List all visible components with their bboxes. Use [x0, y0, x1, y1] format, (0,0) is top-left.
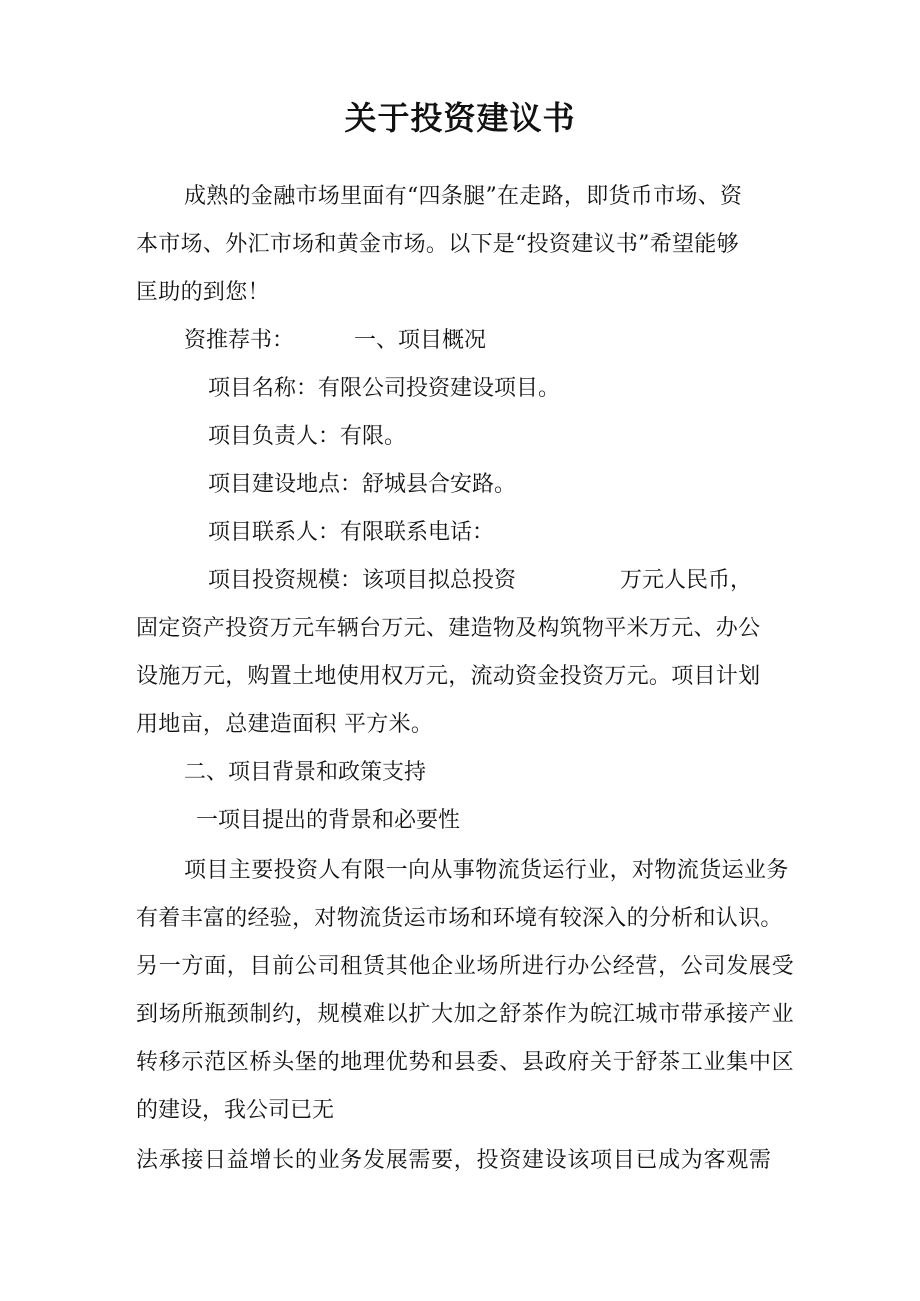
- project-scale-unit: 万元人民币，: [620, 568, 753, 593]
- background-line-7: 法承接日益增长的业务发展需要，投资建设该项目已成为客观需: [136, 1148, 772, 1173]
- project-scale-lead: 项目投资规模：该项目拟总投资: [208, 568, 517, 593]
- document-title: 关于投资建议书: [344, 99, 576, 137]
- scale-detail-line-2: 设施万元，购置土地使用权万元，流动资金投资万元。项目计划: [136, 664, 761, 689]
- section-2-heading: 二、项目背景和政策支持: [184, 760, 427, 785]
- project-leader: 项目负责人：有限。: [208, 424, 407, 449]
- background-line-3: 另一方面，目前公司租赁其他企业场所进行办公经营，公司发展受: [136, 954, 795, 979]
- intro-line-2: 本市场、外汇市场和黄金市场。以下是“投资建议书”希望能够: [136, 232, 739, 257]
- background-line-1: 项目主要投资人有限一向从事物流货运行业，对物流货运业务: [184, 858, 789, 883]
- project-name: 项目名称：有限公司投资建设项目。: [208, 376, 561, 401]
- project-location: 项目建设地点：舒城县合安路。: [208, 472, 517, 497]
- subsection-heading: 一项目提出的背景和必要性: [196, 808, 461, 833]
- scale-detail-line-1: 固定资产投资万元车辆台万元、建造物及构筑物平米万元、办公: [136, 616, 761, 641]
- background-line-5: 转移示范区桥头堡的地理优势和县委、县政府关于舒茶工业集中区: [136, 1050, 795, 1075]
- project-contact: 项目联系人：有限联系电话：: [208, 520, 495, 545]
- recommend-label: 资推荐书：: [184, 328, 295, 353]
- intro-line-3: 匡助的到您！: [136, 280, 270, 305]
- background-line-4: 到场所瓶颈制约，规模难以扩大加之舒茶作为皖江城市带承接产业: [136, 1002, 795, 1027]
- background-line-2: 有着丰富的经验，对物流货运市场和环境有较深入的分析和认识。: [136, 906, 783, 931]
- intro-line-1: 成熟的金融市场里面有“四条腿”在走路，即货币市场、资: [184, 184, 743, 209]
- background-line-6: 的建设，我公司已无: [136, 1098, 335, 1123]
- scale-detail-line-3: 用地亩，总建造面积 平方米。: [136, 712, 434, 737]
- section-1-heading: 一、项目概况: [354, 328, 487, 353]
